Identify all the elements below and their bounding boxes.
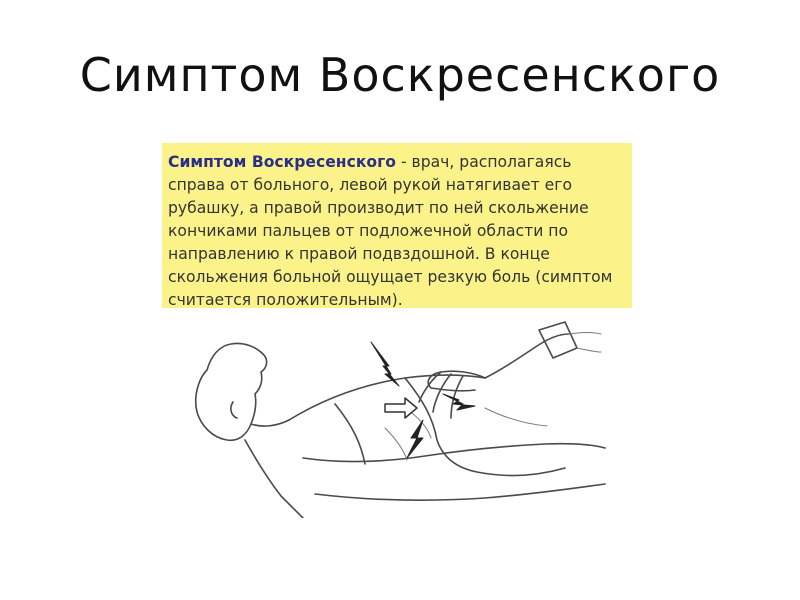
patient-chest	[289, 375, 485, 420]
symptom-term: Симптом Воскресенского	[168, 153, 396, 171]
symptom-description: - врач, располагаясь справа от больного, левой рукой натягивает его рубашку, а правой производит по ней скольжение кончиками пальцев от подложечной области по направлению к правой подвздошной. В конце скольжения больной ощущает резкую боль (симптом считается положительным).	[168, 153, 613, 309]
pressure-arrow	[385, 398, 417, 418]
patient-chest-line	[335, 404, 365, 464]
slide-title: Симптом Воскресенского	[79, 48, 721, 102]
doctor-finger-2	[433, 374, 451, 412]
pain-bolt-right	[443, 394, 475, 410]
examination-illustration	[185, 308, 610, 518]
patient-ear	[231, 402, 237, 418]
patient-abdomen	[405, 378, 565, 475]
doctor-finger-3	[451, 376, 463, 418]
description-box	[162, 143, 632, 308]
shirt-fold-2	[385, 428, 407, 460]
patient-neck	[251, 420, 289, 426]
patient-back	[315, 484, 605, 500]
description-text	[168, 151, 626, 312]
doctor-cuff	[539, 322, 577, 358]
shirt-fold-3	[485, 408, 547, 426]
patient-shoulder	[245, 440, 303, 518]
examination-drawing	[185, 308, 610, 518]
patient-body-lower	[303, 444, 605, 462]
pain-bolt-lower	[407, 420, 423, 458]
